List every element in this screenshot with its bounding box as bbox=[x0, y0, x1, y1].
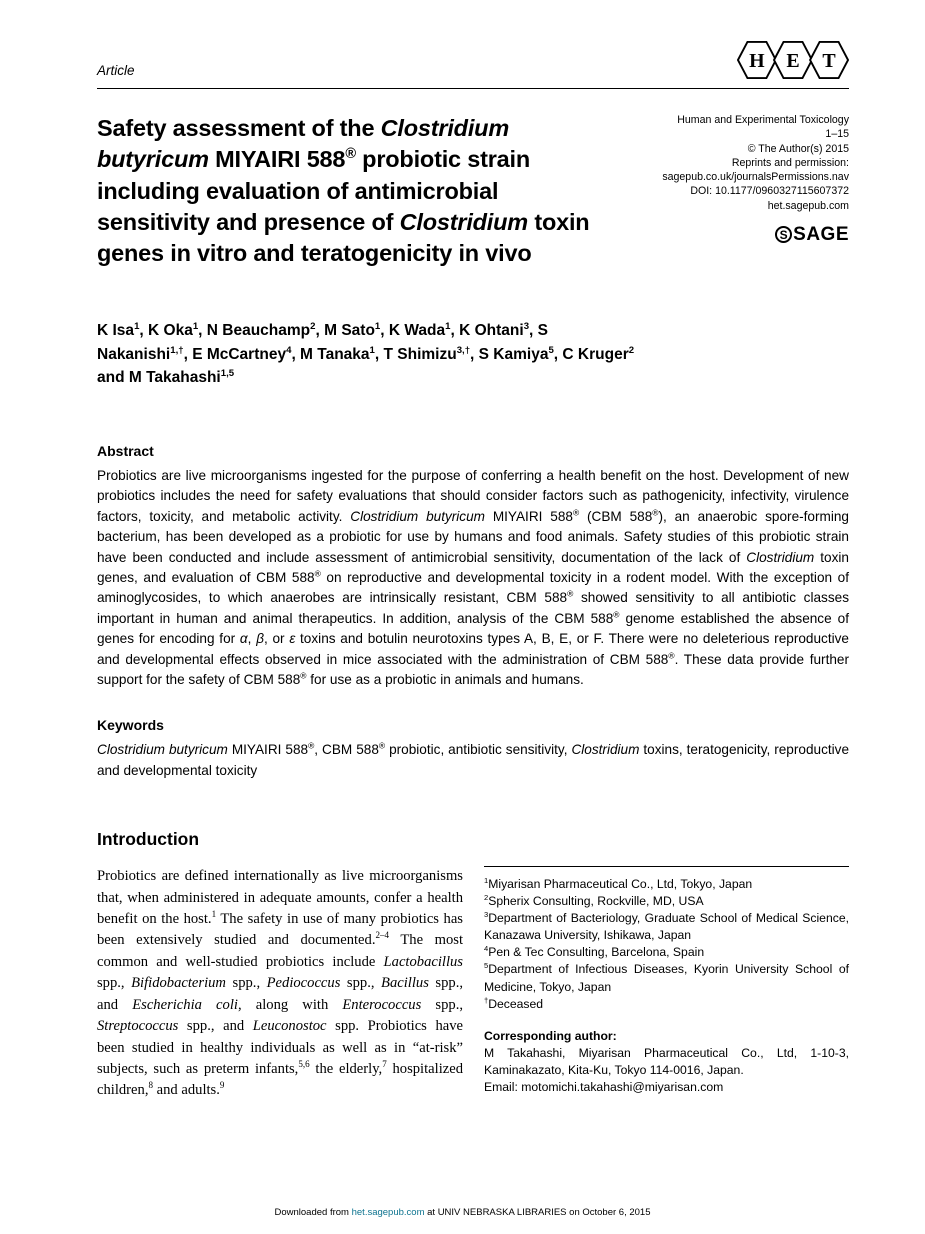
affiliation-item bbox=[484, 961, 849, 995]
keywords-heading: Keywords bbox=[97, 717, 164, 734]
affiliation-text: Spherix Consulting, Rockville, MD, USA bbox=[488, 894, 704, 909]
affiliation-item bbox=[484, 996, 849, 1013]
affiliations-block bbox=[484, 866, 849, 1013]
affiliation-item bbox=[484, 893, 849, 910]
het-logo-letter-h: H bbox=[749, 50, 765, 73]
title-row bbox=[97, 113, 849, 269]
two-column-region bbox=[97, 866, 849, 1102]
abstract-heading: Abstract bbox=[97, 443, 154, 459]
download-footer bbox=[0, 1207, 925, 1218]
footer-post-text: at UNIV NEBRASKA LIBRARIES on October 6, 2015 bbox=[424, 1207, 651, 1218]
journal-info-block bbox=[600, 113, 849, 269]
footer-pre-text: Downloaded from bbox=[274, 1207, 352, 1218]
affiliation-marker: 4 bbox=[484, 944, 489, 954]
het-logo-letter-e: E bbox=[786, 50, 800, 73]
copyright-line: © The Author(s) 2015 bbox=[747, 142, 849, 155]
footnote-column bbox=[484, 866, 849, 1102]
het-journal-logo-icon bbox=[737, 40, 849, 80]
masthead bbox=[97, 40, 849, 89]
abstract-section bbox=[97, 443, 849, 690]
introduction-heading: Introduction bbox=[97, 829, 200, 850]
corresponding-author-heading: Corresponding author: bbox=[484, 1028, 617, 1043]
het-logo-letter-t: T bbox=[822, 50, 836, 73]
permissions-url: sagepub.co.uk/journalsPermissions.nav bbox=[662, 171, 849, 184]
reprints-line: Reprints and permission: bbox=[731, 156, 849, 169]
corresponding-author-email: Email: motomichi.takahashi@miyarisan.com bbox=[484, 1079, 724, 1094]
introduction-body-text: Probiotics are defined internationally as live microorganisms that, when administered in adequate amounts, confer a health benefit on the host.$^1$ The safety in use of many probiotics has been extensively studied and documented.$^{2-4}$ The most common and well-studied probiotics include Lactobacillus spp., Bifidobacterium spp., Pediococcus spp., Bacillus spp., and Escherichia coli, along with Enterococcus spp., Streptococcus spp., and Leuconostoc spp. Probiotics have been studied in healthy individuals as well as in “at-risk” subjects, such as preterm infants,$^{5,6}$ the elderly,$^7$ hospitalized children,$^8$ and adults.$^9$ bbox=[97, 868, 464, 1099]
affiliation-text: Miyarisan Pharmaceutical Co., Ltd, Tokyo, Japan bbox=[488, 877, 753, 892]
keywords-section bbox=[97, 717, 849, 781]
sage-logo-wordmark: SAGE bbox=[793, 224, 849, 246]
page-range: 1–15 bbox=[825, 128, 849, 141]
affiliation-marker: 2 bbox=[484, 893, 489, 903]
sage-logo bbox=[600, 222, 849, 248]
affiliation-marker: 3 bbox=[484, 910, 489, 920]
corresponding-author-block bbox=[484, 1028, 849, 1096]
affiliation-marker: 1 bbox=[484, 876, 489, 886]
journal-url: het.sagepub.com bbox=[767, 199, 849, 212]
abstract-text: Probiotics are live microorganisms ingested for the purpose of conferring a health benefit on the host. Development of new probiotics includes the need for safety evaluations that should consider factors such as pathogenicity, infectivity, virulence factors, toxicity, and metabolic activity. Clostridium butyricum MIYAIRI 588® (CBM 588®), an anaerobic spore-forming bacterium, has been developed as a probiotic for use by humans and food animals. Safety studies of this probiotic strain have been conducted and include assessment of antimicrobial sensitivity, documentation of the lack of Clostridium toxin genes, and evaluation of CBM 588® on reproductive and developmental toxicity in a rodent model. With the exception of aminoglycosides, to which anaerobes are intrinsically resistant, CBM 588® showed sensitivity to all antibiotic classes important in human and animal therapeutics. In addition, analysis of the CBM 588® genome established the absence of genes for encoding for α, β, or ε toxins and botulin neurotoxins types A, B, E, or F. There were no deleterious reproductive and developmental effects observed in mice associated with the administration of CBM 588®. These data provide further support for the safety of CBM 588® for use as a probiotic in animals and humans. bbox=[97, 468, 849, 687]
affiliation-text: Deceased bbox=[488, 996, 544, 1011]
author-list: K Isa$^1$, K Oka$^1$, N Beauchamp$^2$, M Sato$^1$, K Wada$^1$, K Ohtani$^3$, S Nakanishi$^{1,\dagger}$, E McCartney$^4$, M Tanaka$^1$, T Shimizu$^{3,\dagger}$, S Kamiya$^5$, C Kruger$^2$ and M Takahashi$^{1,5}$ bbox=[97, 321, 635, 386]
affiliation-text: Department of Bacteriology, Graduate School of Medical Science, Kanazawa University, Ishikawa, Japan bbox=[484, 911, 849, 943]
doi-line: DOI: 10.1177/0960327115607372 bbox=[690, 185, 849, 198]
affiliation-marker: † bbox=[484, 995, 489, 1005]
affiliation-item bbox=[484, 910, 849, 944]
sage-logo-s-icon: S bbox=[775, 226, 792, 243]
affiliation-text: Department of Infectious Diseases, Kyorin University School of Medicine, Tokyo, Japan bbox=[484, 962, 849, 994]
affiliation-item bbox=[484, 876, 849, 893]
footer-journal-link[interactable]: het.sagepub.com bbox=[351, 1207, 425, 1218]
journal-name: Human and Experimental Toxicology bbox=[677, 114, 849, 126]
affiliation-marker: 5 bbox=[484, 961, 489, 971]
affiliation-item bbox=[484, 944, 849, 961]
article-type-label: Article bbox=[97, 63, 135, 78]
keywords-text: Clostridium butyricum MIYAIRI 588®, CBM 588® probiotic, antibiotic sensitivity, Clostridium toxins, teratogenicity, reproductive and developmental toxicity bbox=[97, 740, 850, 778]
paper-title: Safety assessment of the Clostridium butyricum MIYAIRI 588® probiotic strain including evaluation of antimicrobial sensitivity and presence of Clostridium toxin genes in vitro and teratogenicity in vivo bbox=[97, 115, 590, 266]
corresponding-author-address: M Takahashi, Miyarisan Pharmaceutical Co., Ltd, 1-10-3, Kaminakazato, Kita-Ku, Tokyo 114-0016, Japan. bbox=[484, 1045, 849, 1077]
affiliation-text: Pen & Tec Consulting, Barcelona, Spain bbox=[488, 945, 705, 960]
